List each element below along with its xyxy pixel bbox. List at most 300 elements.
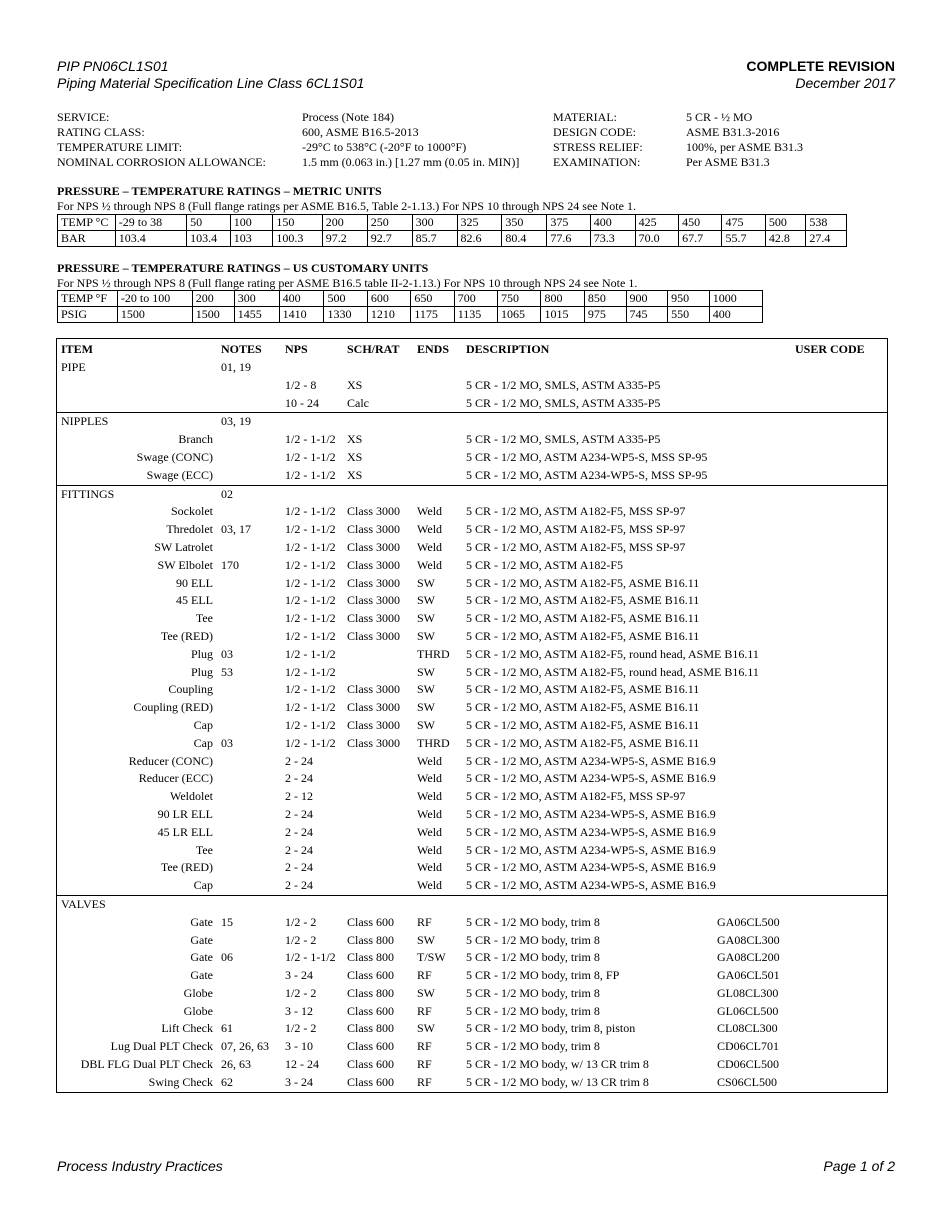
table-row — [57, 664, 887, 682]
table-row — [57, 646, 887, 664]
pressure-cell: 103.4 — [115, 231, 186, 247]
group-header-row — [57, 413, 887, 431]
temp-cell: 200 — [192, 291, 234, 307]
item-subtype: Thredolet — [166, 522, 213, 537]
spec-table — [56, 338, 888, 1093]
temp-cell: -29 to 38 — [115, 215, 186, 231]
item-schedule-rating: Class 800 — [347, 1021, 395, 1036]
table-row — [57, 914, 887, 932]
item-description: 5 CR - 1/2 MO, ASTM A182-F5 — [466, 557, 624, 572]
pressure-cell: 1065 — [498, 307, 541, 323]
item-notes: 62 — [221, 1074, 233, 1089]
item-description: 5 CR - 1/2 MO, ASTM A234-WP5-S, ASME B16.9 — [466, 878, 716, 893]
item-ends: Weld — [417, 860, 443, 875]
item-subtype: Swage (ECC) — [146, 467, 213, 482]
pressure-cell: 92.7 — [367, 231, 412, 247]
group-header-row — [57, 486, 887, 504]
item-description: 5 CR - 1/2 MO, ASTM A234-WP5-S, ASME B16.9 — [466, 824, 716, 839]
item-description: 5 CR - 1/2 MO, ASTM A234-WP5-S, ASME B16.9 — [466, 842, 716, 857]
info-value: 5 CR - ½ MO — [686, 110, 753, 124]
item-nps: 10 - 24 — [285, 395, 319, 410]
us-ratings-title: PRESSURE – TEMPERATURE RATINGS – US CUSTOMARY UNITS — [57, 261, 429, 275]
temp-cell: 200 — [322, 215, 367, 231]
item-ends: T/SW — [417, 950, 446, 965]
info-value: 100%, per ASME B31.3 — [686, 140, 803, 154]
item-nps: 2 - 12 — [285, 789, 313, 804]
temp-cell: -20 to 100 — [117, 291, 192, 307]
pressure-cell: 1135 — [454, 307, 497, 323]
pressure-cell: 1015 — [541, 307, 584, 323]
pressure-cell: 42.8 — [765, 231, 805, 247]
info-label: MATERIAL: — [553, 110, 617, 124]
col-header-notes: NOTES — [221, 342, 262, 356]
temp-cell: 900 — [626, 291, 668, 307]
table-row — [57, 932, 887, 950]
item-user-code: CD06CL701 — [717, 1039, 780, 1054]
item-nps: 1/2 - 1-1/2 — [285, 700, 336, 715]
item-subtype: Swage (CONC) — [136, 449, 213, 464]
item-description: 5 CR - 1/2 MO, ASTM A234-WP5-S, ASME B16.9 — [466, 753, 716, 768]
item-nps: 1/2 - 1-1/2 — [285, 717, 336, 732]
metric-ratings-note: For NPS ½ through NPS 8 (Full flange ratings per ASME B16.5, Table 2-1.13.) For NPS 10 through NPS 24 see Note 1. — [57, 199, 636, 213]
item-user-code: GA06CL501 — [717, 968, 780, 983]
item-ends: RF — [417, 914, 432, 929]
item-nps: 1/2 - 1-1/2 — [285, 682, 336, 697]
footer-page-number: Page 1 of 2 — [823, 1158, 895, 1174]
group-name: FITTINGS — [61, 486, 115, 501]
pressure-cell: 550 — [668, 307, 710, 323]
table-row — [57, 859, 887, 877]
metric-ratings-table — [57, 214, 847, 247]
item-description: 5 CR - 1/2 MO body, trim 8 — [466, 1003, 600, 1018]
item-description: 5 CR - 1/2 MO body, trim 8 — [466, 950, 600, 965]
item-subtype: Lift Check — [161, 1021, 213, 1036]
item-schedule-rating: Class 600 — [347, 1039, 395, 1054]
item-nps: 2 - 24 — [285, 771, 313, 786]
item-schedule-rating: Class 3000 — [347, 735, 401, 750]
item-ends: SW — [417, 575, 435, 590]
doc-title: Piping Material Specification Line Class 6CL1S01 — [57, 75, 365, 91]
info-value: 600, ASME B16.5-2013 — [302, 125, 419, 139]
col-header-user-code: USER CODE — [795, 342, 865, 356]
item-ends: Weld — [417, 824, 443, 839]
item-description: 5 CR - 1/2 MO, SMLS, ASTM A335-P5 — [466, 395, 661, 410]
temp-cell: 400 — [590, 215, 635, 231]
item-description: 5 CR - 1/2 MO, ASTM A182-F5, MSS SP-97 — [466, 522, 686, 537]
pressure-cell: 85.7 — [412, 231, 457, 247]
col-header-sch: SCH/RAT — [347, 342, 400, 356]
item-notes: 15 — [221, 914, 233, 929]
table-row — [57, 503, 887, 521]
info-left-values — [302, 110, 519, 170]
item-nps: 1/2 - 1-1/2 — [285, 664, 336, 679]
item-ends: Weld — [417, 771, 443, 786]
info-label: NOMINAL CORROSION ALLOWANCE: — [57, 155, 266, 169]
info-right-values — [686, 110, 803, 170]
item-description: 5 CR - 1/2 MO body, trim 8 — [466, 932, 600, 947]
item-description: 5 CR - 1/2 MO body, w/ 13 CR trim 8 — [466, 1057, 649, 1072]
pressure-cell: 80.4 — [502, 231, 547, 247]
item-subtype: Gate — [190, 950, 213, 965]
pressure-cell: 745 — [626, 307, 668, 323]
item-ends: SW — [417, 985, 435, 1000]
table-row — [57, 377, 887, 395]
item-subtype: Globe — [183, 985, 213, 1000]
table-row — [57, 681, 887, 699]
item-description: 5 CR - 1/2 MO body, trim 8, piston — [466, 1021, 636, 1036]
item-ends: Weld — [417, 878, 443, 893]
us-temp-row — [58, 291, 763, 307]
item-ends: SW — [417, 593, 435, 608]
item-subtype: Tee (RED) — [160, 628, 213, 643]
metric-temp-row — [58, 215, 847, 231]
item-subtype: Tee (RED) — [160, 860, 213, 875]
us-ratings-table — [57, 290, 763, 323]
table-row — [57, 395, 887, 413]
item-nps: 1/2 - 1-1/2 — [285, 735, 336, 750]
temp-cell: 325 — [457, 215, 502, 231]
temp-cell: 750 — [498, 291, 541, 307]
item-schedule-rating: Class 3000 — [347, 557, 401, 572]
item-user-code: CD06CL500 — [717, 1057, 780, 1072]
item-nps: 1/2 - 1-1/2 — [285, 950, 336, 965]
info-value: Per ASME B31.3 — [686, 155, 770, 169]
table-row — [57, 770, 887, 788]
row-label: TEMP °C — [58, 215, 116, 231]
table-row — [57, 985, 887, 1003]
table-row — [57, 592, 887, 610]
item-subtype: Plug — [190, 664, 213, 679]
item-nps: 1/2 - 1-1/2 — [285, 522, 336, 537]
item-description: 5 CR - 1/2 MO, ASTM A234-WP5-S, MSS SP-95 — [466, 449, 708, 464]
temp-cell: 500 — [324, 291, 367, 307]
temp-cell: 150 — [273, 215, 322, 231]
temp-cell: 400 — [279, 291, 324, 307]
item-group — [57, 359, 887, 412]
item-nps: 2 - 24 — [285, 878, 313, 893]
item-description: 5 CR - 1/2 MO, ASTM A182-F5, MSS SP-97 — [466, 504, 686, 519]
pressure-cell: 400 — [709, 307, 762, 323]
item-group — [57, 895, 887, 1092]
pressure-cell: 82.6 — [457, 231, 502, 247]
item-description: 5 CR - 1/2 MO, ASTM A182-F5, ASME B16.11 — [466, 682, 700, 697]
item-user-code: GL06CL500 — [717, 1003, 779, 1018]
row-label: TEMP °F — [58, 291, 118, 307]
group-notes: 01, 19 — [221, 360, 251, 374]
item-subtype: Gate — [190, 968, 213, 983]
temp-cell: 475 — [722, 215, 765, 231]
group-header-row — [57, 359, 887, 377]
item-ends: SW — [417, 664, 435, 679]
item-subtype: Branch — [178, 432, 213, 447]
item-description: 5 CR - 1/2 MO, ASTM A182-F5, MSS SP-97 — [466, 789, 686, 804]
table-row — [57, 1003, 887, 1021]
item-nps: 3 - 24 — [285, 1074, 313, 1089]
temp-cell: 950 — [668, 291, 710, 307]
group-name: PIPE — [61, 360, 86, 374]
item-nps: 3 - 24 — [285, 968, 313, 983]
item-subtype: Swing Check — [148, 1074, 213, 1089]
item-nps: 1/2 - 1-1/2 — [285, 449, 336, 464]
pressure-cell: 1500 — [192, 307, 234, 323]
item-schedule-rating: Calc — [347, 395, 369, 410]
item-subtype: Reducer (CONC) — [128, 753, 213, 768]
item-ends: RF — [417, 1074, 432, 1089]
item-subtype: Sockolet — [171, 504, 213, 519]
item-subtype: Reducer (ECC) — [138, 771, 213, 786]
item-description: 5 CR - 1/2 MO body, trim 8 — [466, 985, 600, 1000]
item-schedule-rating: Class 800 — [347, 932, 395, 947]
info-value: -29°C to 538°C (-20°F to 1000°F) — [302, 140, 467, 154]
item-description: 5 CR - 1/2 MO, ASTM A182-F5, ASME B16.11 — [466, 735, 700, 750]
temp-cell: 100 — [230, 215, 273, 231]
item-description: 5 CR - 1/2 MO, ASTM A182-F5, ASME B16.11 — [466, 593, 700, 608]
group-name: NIPPLES — [61, 414, 109, 429]
item-nps: 1/2 - 2 — [285, 985, 317, 1000]
table-row — [57, 753, 887, 771]
info-value: Process (Note 184) — [302, 110, 394, 124]
item-nps: 1/2 - 2 — [285, 914, 317, 929]
item-notes: 26, 63 — [221, 1057, 251, 1072]
item-nps: 1/2 - 8 — [285, 377, 317, 392]
item-nps: 2 - 24 — [285, 806, 313, 821]
item-ends: Weld — [417, 806, 443, 821]
item-notes: 06 — [221, 950, 233, 965]
pressure-cell: 27.4 — [806, 231, 847, 247]
temp-cell: 425 — [635, 215, 678, 231]
item-schedule-rating: Class 800 — [347, 985, 395, 1000]
pressure-cell: 1175 — [411, 307, 454, 323]
item-nps: 1/2 - 1-1/2 — [285, 646, 336, 661]
item-nps: 12 - 24 — [285, 1057, 319, 1072]
table-row — [57, 735, 887, 753]
info-value: ASME B31.3-2016 — [686, 125, 780, 139]
item-nps: 1/2 - 2 — [285, 932, 317, 947]
item-schedule-rating: Class 600 — [347, 1074, 395, 1089]
item-subtype: Coupling (RED) — [133, 700, 213, 715]
item-user-code: GA06CL500 — [717, 914, 780, 929]
item-nps: 2 - 24 — [285, 842, 313, 857]
item-description: 5 CR - 1/2 MO, ASTM A182-F5, round head, ASME B16.11 — [466, 664, 759, 679]
item-subtype: Globe — [183, 1003, 213, 1018]
item-subtype: Gate — [190, 914, 213, 929]
item-schedule-rating: XS — [347, 377, 363, 392]
temp-cell: 850 — [584, 291, 626, 307]
item-group — [57, 412, 887, 484]
item-subtype: SW Latrolet — [154, 539, 213, 554]
item-subtype: 45 ELL — [176, 593, 213, 608]
footer-left: Process Industry Practices — [57, 1158, 223, 1174]
table-row — [57, 717, 887, 735]
item-nps: 1/2 - 1-1/2 — [285, 467, 336, 482]
item-schedule-rating: Class 600 — [347, 1057, 395, 1072]
item-subtype: 90 LR ELL — [157, 806, 213, 821]
temp-cell: 375 — [547, 215, 590, 231]
item-schedule-rating: Class 3000 — [347, 539, 401, 554]
item-nps: 1/2 - 1-1/2 — [285, 611, 336, 626]
item-ends: SW — [417, 682, 435, 697]
col-header-item: ITEM — [61, 342, 94, 356]
info-left-labels — [57, 110, 266, 170]
table-row — [57, 967, 887, 985]
pressure-cell: 73.3 — [590, 231, 635, 247]
pressure-cell: 1410 — [279, 307, 324, 323]
item-description: 5 CR - 1/2 MO, ASTM A234-WP5-S, ASME B16.9 — [466, 860, 716, 875]
table-row — [57, 1020, 887, 1038]
item-description: 5 CR - 1/2 MO, ASTM A182-F5, round head, ASME B16.11 — [466, 646, 759, 661]
item-schedule-rating: Class 800 — [347, 950, 395, 965]
us-ratings-note: For NPS ½ through NPS 8 (Full flange rating per ASME B16.5 table II-2-1.13.) For NPS 10 through NPS 24 see Note 1. — [57, 276, 638, 290]
item-description: 5 CR - 1/2 MO, ASTM A182-F5, ASME B16.11 — [466, 575, 700, 590]
table-row — [57, 557, 887, 575]
col-header-nps: NPS — [285, 342, 308, 356]
info-label: TEMPERATURE LIMIT: — [57, 140, 183, 154]
table-row — [57, 575, 887, 593]
temp-cell: 1000 — [709, 291, 762, 307]
col-header-ends: ENDS — [417, 342, 450, 356]
table-row — [57, 628, 887, 646]
item-subtype: Cap — [193, 735, 213, 750]
item-user-code: CL08CL300 — [717, 1021, 778, 1036]
item-ends: SW — [417, 611, 435, 626]
table-row — [57, 877, 887, 895]
pressure-cell: 97.2 — [322, 231, 367, 247]
table-row — [57, 842, 887, 860]
item-schedule-rating: Class 3000 — [347, 628, 401, 643]
pressure-cell: 100.3 — [273, 231, 322, 247]
pressure-cell: 77.6 — [547, 231, 590, 247]
item-schedule-rating: Class 600 — [347, 968, 395, 983]
item-nps: 1/2 - 1-1/2 — [285, 504, 336, 519]
table-row — [57, 949, 887, 967]
pressure-cell: 975 — [584, 307, 626, 323]
item-description: 5 CR - 1/2 MO, ASTM A182-F5, ASME B16.11 — [466, 717, 700, 732]
item-subtype: Tee — [195, 842, 213, 857]
info-label: DESIGN CODE: — [553, 125, 636, 139]
item-description: 5 CR - 1/2 MO, ASTM A182-F5, ASME B16.11 — [466, 611, 700, 626]
item-ends: Weld — [417, 842, 443, 857]
item-ends: RF — [417, 1003, 432, 1018]
item-description: 5 CR - 1/2 MO body, trim 8, FP — [466, 968, 620, 983]
item-subtype: Cap — [193, 717, 213, 732]
item-nps: 2 - 24 — [285, 753, 313, 768]
table-row — [57, 699, 887, 717]
item-notes: 03, 17 — [221, 522, 251, 537]
group-notes: 03, 19 — [221, 414, 251, 429]
item-schedule-rating: Class 3000 — [347, 611, 401, 626]
item-nps: 2 - 24 — [285, 860, 313, 875]
item-ends: Weld — [417, 557, 443, 572]
item-user-code: CS06CL500 — [717, 1074, 778, 1089]
table-row — [57, 824, 887, 842]
table-row — [57, 1038, 887, 1056]
info-label: STRESS RELIEF: — [553, 140, 643, 154]
temp-cell: 250 — [367, 215, 412, 231]
item-notes: 53 — [221, 664, 233, 679]
item-schedule-rating: Class 3000 — [347, 717, 401, 732]
item-schedule-rating: Class 600 — [347, 1003, 395, 1018]
group-notes: 02 — [221, 486, 233, 501]
pressure-cell: 1330 — [324, 307, 367, 323]
item-description: 5 CR - 1/2 MO, SMLS, ASTM A335-P5 — [466, 377, 661, 392]
pressure-cell: 67.7 — [679, 231, 722, 247]
table-row — [57, 788, 887, 806]
info-right-labels — [553, 110, 643, 170]
temp-cell: 700 — [454, 291, 497, 307]
pressure-cell: 70.0 — [635, 231, 678, 247]
temp-cell: 50 — [187, 215, 231, 231]
item-subtype: Plug — [190, 646, 213, 661]
temp-cell: 300 — [234, 291, 279, 307]
item-nps: 1/2 - 1-1/2 — [285, 628, 336, 643]
item-ends: Weld — [417, 522, 443, 537]
info-label: EXAMINATION: — [553, 155, 641, 169]
item-ends: Weld — [417, 539, 443, 554]
item-description: 5 CR - 1/2 MO, SMLS, ASTM A335-P5 — [466, 432, 661, 447]
spec-table-header — [57, 339, 887, 359]
doc-id: PIP PN06CL1S01 — [57, 58, 169, 74]
temp-cell: 800 — [541, 291, 584, 307]
item-nps: 1/2 - 1-1/2 — [285, 432, 336, 447]
item-schedule-rating: XS — [347, 449, 363, 464]
pressure-cell: 1455 — [234, 307, 279, 323]
pressure-cell: 1500 — [117, 307, 192, 323]
item-ends: SW — [417, 700, 435, 715]
item-ends: SW — [417, 932, 435, 947]
item-ends: SW — [417, 717, 435, 732]
table-row — [57, 431, 887, 449]
item-ends: Weld — [417, 504, 443, 519]
item-schedule-rating: Class 3000 — [347, 700, 401, 715]
item-nps: 3 - 10 — [285, 1039, 313, 1054]
item-schedule-rating: Class 600 — [347, 914, 395, 929]
item-description: 5 CR - 1/2 MO, ASTM A182-F5, MSS SP-97 — [466, 539, 686, 554]
item-schedule-rating: XS — [347, 467, 363, 482]
item-notes: 61 — [221, 1021, 233, 1036]
item-schedule-rating: Class 3000 — [347, 593, 401, 608]
item-notes: 170 — [221, 557, 239, 572]
item-schedule-rating: Class 3000 — [347, 504, 401, 519]
item-description: 5 CR - 1/2 MO, ASTM A234-WP5-S, MSS SP-95 — [466, 467, 708, 482]
item-user-code: GA08CL200 — [717, 950, 780, 965]
col-header-description: DESCRIPTION — [466, 342, 550, 356]
item-notes: 07, 26, 63 — [221, 1039, 269, 1054]
item-group — [57, 485, 887, 895]
item-description: 5 CR - 1/2 MO, ASTM A234-WP5-S, ASME B16.9 — [466, 771, 716, 786]
row-label: BAR — [58, 231, 116, 247]
info-value: 1.5 mm (0.063 in.) [1.27 mm (0.05 in. MIN)] — [302, 155, 520, 169]
item-subtype: Gate — [190, 932, 213, 947]
item-subtype: 45 LR ELL — [157, 824, 213, 839]
item-ends: THRD — [417, 646, 450, 661]
temp-cell: 350 — [502, 215, 547, 231]
info-label: RATING CLASS: — [57, 125, 145, 139]
item-subtype: Coupling — [168, 682, 213, 697]
info-label: SERVICE: — [57, 110, 110, 124]
item-nps: 1/2 - 1-1/2 — [285, 575, 336, 590]
item-subtype: DBL FLG Dual PLT Check — [80, 1057, 213, 1072]
table-row — [57, 1074, 887, 1092]
item-ends: RF — [417, 1057, 432, 1072]
temp-cell: 500 — [765, 215, 805, 231]
item-ends: RF — [417, 968, 432, 983]
item-description: 5 CR - 1/2 MO, ASTM A234-WP5-S, ASME B16.9 — [466, 806, 716, 821]
item-subtype: SW Elbolet — [157, 557, 213, 572]
table-row — [57, 1056, 887, 1074]
item-description: 5 CR - 1/2 MO body, trim 8 — [466, 914, 600, 929]
item-description: 5 CR - 1/2 MO, ASTM A182-F5, ASME B16.11 — [466, 628, 700, 643]
item-schedule-rating: Class 3000 — [347, 682, 401, 697]
